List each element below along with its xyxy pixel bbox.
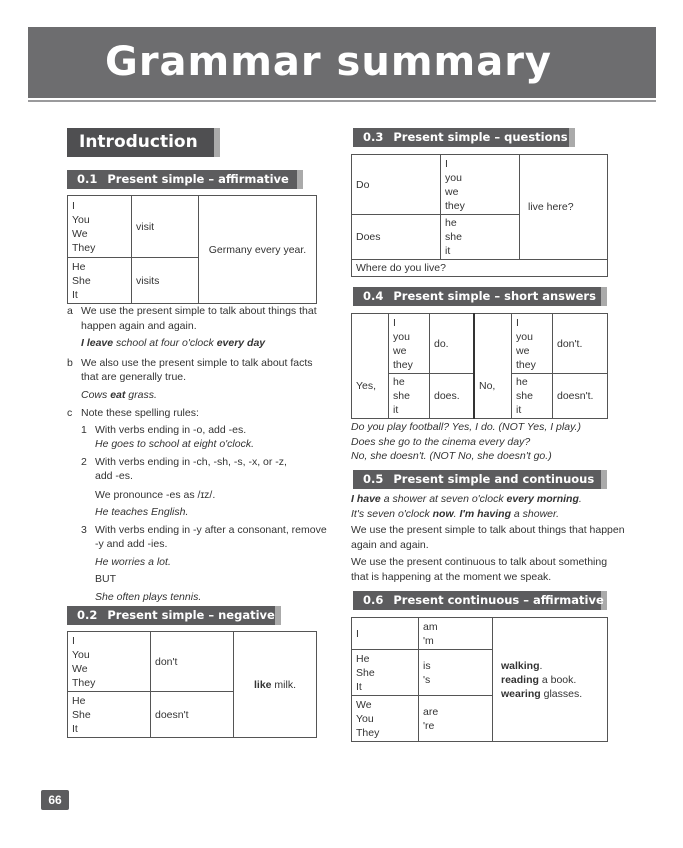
section-0-5-heading bbox=[353, 470, 607, 489]
be-form: am bbox=[423, 620, 438, 633]
text: a shower. bbox=[511, 507, 560, 520]
text: I'm having bbox=[459, 507, 511, 520]
example-line: I have a shower at seven o'clock every morning. bbox=[351, 493, 582, 505]
rule-number: 3 bbox=[81, 523, 87, 536]
be-form: 're bbox=[423, 719, 435, 732]
be-form: 's bbox=[423, 673, 431, 686]
pronoun: You bbox=[356, 712, 374, 725]
be-cell bbox=[419, 696, 493, 742]
pronoun-cell bbox=[352, 650, 419, 696]
example-part: grass. bbox=[125, 388, 157, 401]
text: I have bbox=[351, 493, 381, 505]
pronoun-cell bbox=[441, 215, 520, 260]
doesnt-cell: doesn't. bbox=[553, 374, 608, 419]
pronoun: he bbox=[393, 376, 405, 388]
section-number: 0.3 bbox=[363, 130, 384, 144]
pronoun: they bbox=[393, 358, 413, 371]
pronoun: It bbox=[72, 288, 78, 301]
pronoun: She bbox=[356, 666, 375, 679]
banner-divider bbox=[28, 100, 656, 102]
text: a book. bbox=[538, 673, 577, 686]
pronoun: you bbox=[445, 171, 462, 184]
page-title: Grammar summary bbox=[105, 39, 552, 85]
pronoun-cell bbox=[512, 314, 553, 374]
pronoun-cell bbox=[68, 196, 132, 258]
section-number: 0.1 bbox=[77, 172, 98, 186]
pronoun: It bbox=[356, 680, 362, 693]
section-title: Present continuous – affirmative bbox=[393, 593, 604, 607]
pronoun: he bbox=[445, 217, 457, 229]
section-0-1-notes bbox=[67, 304, 332, 604]
pronoun: He bbox=[72, 694, 86, 707]
pronoun: she bbox=[516, 390, 533, 402]
aux-cell: Does bbox=[352, 215, 441, 260]
pronoun: they bbox=[445, 199, 465, 212]
text: glasses. bbox=[540, 687, 583, 700]
verb-line bbox=[501, 673, 603, 687]
pronoun-cell: I bbox=[352, 618, 419, 650]
note-c bbox=[67, 406, 332, 421]
pronoun: We bbox=[356, 698, 372, 711]
rest-cell bbox=[520, 155, 608, 260]
text: walking bbox=[501, 659, 540, 672]
text: reading bbox=[501, 673, 539, 686]
dont-cell: don't. bbox=[553, 314, 608, 374]
note-text: We also use the present simple to talk about facts that are generally true. bbox=[81, 356, 313, 383]
rule-text: With verbs ending in -o, add -es. bbox=[95, 423, 247, 436]
object-cell bbox=[234, 632, 317, 738]
pronoun-cell bbox=[68, 692, 151, 738]
example-line: Does she go to the cinema every day? bbox=[351, 435, 531, 448]
section-number: 0.2 bbox=[77, 608, 98, 622]
pronoun: You bbox=[72, 213, 90, 226]
example-line: Do you play football? Yes, I do. (NOT Yes, I play.) bbox=[351, 421, 581, 433]
page-number: 66 bbox=[41, 790, 69, 810]
pronoun: it bbox=[516, 404, 522, 416]
text: now bbox=[432, 507, 454, 520]
object-cell: Germany every year. bbox=[199, 196, 317, 304]
verb-cell: visit bbox=[132, 196, 199, 258]
paragraph: We use the present continuous to talk about something that is happening at the moment we speak. bbox=[351, 556, 608, 583]
example-a bbox=[81, 336, 332, 351]
text: . bbox=[539, 659, 543, 672]
example-part: I leave bbox=[81, 337, 114, 349]
pronoun: It bbox=[72, 722, 78, 735]
pronoun: they bbox=[516, 358, 536, 371]
section-title: Present simple – negative bbox=[107, 608, 275, 622]
pronoun: we bbox=[516, 344, 530, 357]
be-form: is bbox=[423, 659, 431, 672]
section-number: 0.5 bbox=[363, 472, 384, 486]
section-0-6-heading bbox=[353, 591, 607, 610]
verb-line bbox=[501, 659, 603, 673]
verb: like bbox=[253, 678, 272, 691]
pronoun: it bbox=[393, 404, 399, 416]
rule-3-but: BUT bbox=[95, 573, 116, 585]
text: wearing bbox=[501, 687, 541, 700]
pronoun: They bbox=[72, 241, 96, 254]
pronoun: I bbox=[72, 634, 75, 647]
section-title: Present simple – affirmative bbox=[107, 172, 289, 186]
rule-number: 1 bbox=[81, 423, 87, 436]
note-text: Note these spelling rules: bbox=[81, 407, 199, 419]
rule-3 bbox=[81, 523, 332, 552]
section-0-1-heading bbox=[67, 170, 303, 189]
section-0-5-body bbox=[351, 492, 626, 584]
present-simple-affirmative-table bbox=[67, 195, 317, 304]
short-answers-table bbox=[351, 313, 608, 419]
section-number: 0.6 bbox=[363, 593, 384, 607]
rule-1-example: He goes to school at eight o'clock. bbox=[95, 438, 255, 450]
be-form: are bbox=[423, 705, 439, 718]
pronoun: I bbox=[445, 157, 448, 170]
pronoun: We bbox=[72, 662, 88, 675]
text: . bbox=[453, 507, 460, 520]
pronoun: you bbox=[393, 330, 410, 343]
pronoun: we bbox=[445, 185, 459, 198]
text: ? bbox=[440, 262, 446, 274]
section-0-2-heading bbox=[67, 606, 281, 625]
pronoun: she bbox=[445, 231, 462, 243]
text: live bbox=[424, 262, 441, 274]
pronoun: he bbox=[516, 376, 528, 388]
example-b bbox=[81, 388, 332, 403]
pronoun: He bbox=[72, 260, 86, 273]
pronoun-cell bbox=[68, 258, 132, 304]
rule-1 bbox=[81, 423, 332, 438]
pronoun: She bbox=[72, 274, 91, 287]
pronoun: I bbox=[72, 199, 75, 212]
note-b bbox=[67, 356, 332, 385]
section-number: 0.4 bbox=[363, 289, 384, 303]
pronoun: They bbox=[356, 726, 380, 739]
pronoun: You bbox=[72, 648, 90, 661]
aux-cell: Do bbox=[352, 155, 441, 215]
example-part: Cows bbox=[81, 388, 111, 401]
short-answer-examples bbox=[351, 420, 631, 464]
rule-3-example: She often plays tennis. bbox=[95, 590, 202, 603]
text: do bbox=[389, 262, 402, 274]
present-simple-negative-table bbox=[67, 631, 317, 738]
pronoun: We bbox=[72, 227, 88, 240]
example-part: school at four o'clock bbox=[113, 337, 217, 349]
example-part: eat bbox=[110, 388, 126, 401]
pronoun: we bbox=[393, 344, 407, 357]
do-cell: do. bbox=[430, 314, 475, 374]
note-letter: c bbox=[67, 407, 73, 419]
pronoun-cell bbox=[352, 696, 419, 742]
note-letter: a bbox=[67, 305, 73, 317]
does-cell: does. bbox=[430, 374, 475, 419]
text: you bbox=[401, 262, 425, 274]
introduction-heading: Introduction bbox=[67, 128, 220, 157]
rule-2-pronunciation: We pronounce -es as /ɪz/. bbox=[95, 488, 216, 501]
be-cell bbox=[419, 618, 493, 650]
example-line bbox=[351, 507, 626, 522]
rule-text: With verbs ending in -y after a consonant, remove -y and add -ies. bbox=[95, 523, 327, 550]
example-line: No, she doesn't. (NOT No, she doesn't go.) bbox=[351, 450, 552, 462]
rule-number: 2 bbox=[81, 455, 87, 468]
rule-text: With verbs ending in -ch, -sh, -s, -x, or -z, add -es. bbox=[95, 455, 287, 482]
present-continuous-table bbox=[351, 617, 608, 742]
pronoun: she bbox=[393, 390, 410, 402]
rule-3-example: He worries a lot. bbox=[95, 555, 171, 568]
pronoun-cell bbox=[389, 314, 430, 374]
example-part: every day bbox=[216, 337, 266, 349]
rest: here? bbox=[543, 201, 574, 213]
pronoun: He bbox=[356, 652, 370, 665]
text: It's seven o'clock bbox=[351, 507, 433, 520]
verb-cell: visits bbox=[132, 258, 199, 304]
no-cell: No, bbox=[474, 314, 512, 419]
pronoun-cell bbox=[389, 374, 430, 419]
title-banner bbox=[28, 27, 656, 98]
pronoun: it bbox=[445, 245, 451, 257]
pronoun-cell bbox=[441, 155, 520, 215]
note-a bbox=[67, 304, 332, 333]
pronoun-cell bbox=[68, 632, 151, 692]
pronoun: I bbox=[393, 316, 396, 329]
yes-cell: Yes, bbox=[352, 314, 389, 419]
pronoun: I bbox=[516, 316, 519, 329]
pronoun: you bbox=[516, 330, 533, 343]
section-title: Present simple and continuous bbox=[393, 472, 595, 486]
be-cell bbox=[419, 650, 493, 696]
section-title: Present simple – short answers bbox=[393, 289, 596, 303]
pronoun: They bbox=[72, 676, 96, 689]
section-title: Present simple – questions bbox=[393, 130, 568, 144]
verb-cell: doesn't bbox=[151, 692, 234, 738]
note-text: We use the present simple to talk about things that happen again and again. bbox=[81, 305, 317, 332]
verb-cell bbox=[493, 618, 608, 742]
pronoun-cell bbox=[512, 374, 553, 419]
text: every morning bbox=[506, 493, 579, 505]
verb: live bbox=[528, 201, 544, 213]
rule-2-example: He teaches English. bbox=[95, 506, 189, 518]
object: milk. bbox=[271, 678, 296, 691]
text: Where bbox=[356, 262, 390, 274]
wh-question-cell bbox=[352, 260, 608, 277]
section-0-4-heading bbox=[353, 287, 607, 306]
note-letter: b bbox=[67, 356, 73, 369]
section-0-3-heading bbox=[353, 128, 575, 147]
verb-line bbox=[501, 687, 603, 701]
paragraph: We use the present simple to talk about things that happen again and again. bbox=[351, 524, 625, 551]
text: a shower at seven o'clock bbox=[380, 493, 507, 505]
verb-cell: don't bbox=[151, 632, 234, 692]
present-simple-questions-table bbox=[351, 154, 608, 277]
rule-2 bbox=[81, 455, 332, 484]
pronoun: She bbox=[72, 708, 91, 721]
be-form: 'm bbox=[423, 634, 434, 647]
